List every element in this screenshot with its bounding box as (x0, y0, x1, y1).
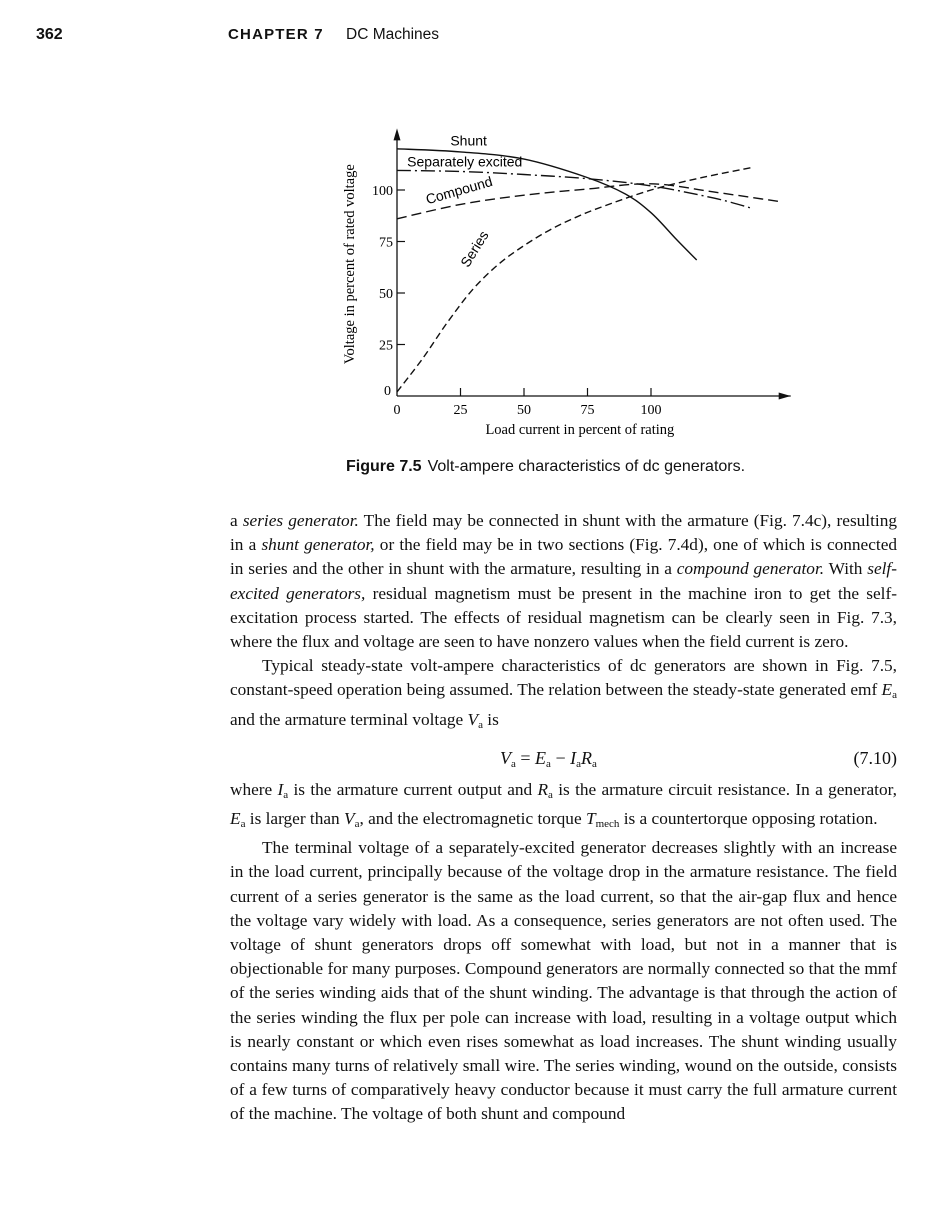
y-tick-label: 50 (379, 287, 393, 302)
subscript: a (546, 757, 551, 770)
subscript: a (354, 818, 360, 831)
y-tick-label: 100 (372, 184, 393, 199)
symbol-va: V (344, 809, 355, 829)
symbol: I (570, 747, 577, 768)
series-label-compound: Compound (423, 173, 495, 208)
y-axis-label: Voltage in percent of rated voltage (342, 164, 358, 365)
symbol-ea: E (230, 809, 241, 829)
symbol: R (580, 747, 592, 768)
equation-number: (7.10) (853, 747, 897, 768)
paragraph-4: The terminal voltage of a separately-excited generator decreases slightly with an increase in the load current, principally because of the voltage drop in the armature resistance. The field current of a series generator is the same as the load current, so that the air-gap flux and hence the voltage vary widely with load. As a consequence, series generators are not often used. The voltage of shunt generators drops off somewhat with load, but not in a manner that is objectionable for many purposes. Compound generators are normally connected so that the mmf of the series winding aids that of the shunt winding. The advantage is that through the action of the series winding the flux per pole can increase with load, resulting in a voltage output which is nearly constant or which even rises somewhat as load increases. The shunt winding usually contains many turns of relatively small wire. The series winding, wound on the outside, consists of a few turns of comparatively heavy conductor because it must carry the full armature current of the machine. The voltage of both shunt and compound (230, 838, 897, 1124)
chapter-label: CHAPTER 7 (228, 26, 324, 43)
subscript: a (478, 718, 483, 731)
subscript: a (283, 788, 289, 801)
x-tick-label: 0 (393, 403, 401, 418)
chapter-title: DC Machines (346, 26, 440, 43)
page-header (36, 26, 900, 50)
subscript: a (240, 818, 246, 831)
text-run: With (824, 559, 868, 579)
text-run: is (482, 709, 499, 729)
subscript: a (892, 689, 897, 702)
term-compound-generator: compound generator. (676, 559, 825, 579)
series-label-shunt: Shunt (450, 132, 487, 149)
y-tick-label: 25 (379, 338, 393, 354)
text-run: is larger than (245, 809, 344, 829)
x-tick-label: 50 (517, 403, 531, 418)
paragraph-3 (230, 778, 897, 836)
symbol: E (535, 747, 547, 768)
text-run: , and the electromagnetic torque (359, 809, 586, 829)
curve-series (397, 167, 753, 392)
series-label-series: Series (457, 227, 492, 270)
x-tick-label: 75 (580, 403, 595, 418)
x-axis-label: Load current in percent of rating (485, 422, 675, 438)
figure-caption (346, 458, 745, 476)
operator: − (550, 747, 571, 768)
text-run: is the armature circuit resistance. In a generator, (552, 779, 897, 799)
text-run: a (230, 511, 243, 530)
text-run: and the armature terminal voltage (230, 709, 468, 729)
equation-body (500, 746, 597, 776)
term-shunt-generator: shunt generator, (261, 535, 375, 555)
y-axis-arrowhead (394, 128, 401, 140)
page-number: 362 (36, 26, 63, 43)
symbol-ra: R (537, 779, 549, 799)
series-label-separately-excited: Separately excited (407, 153, 523, 170)
x-tick-label: 25 (453, 403, 468, 418)
y-tick-label: 75 (379, 235, 393, 251)
x-tick-label: 100 (640, 403, 662, 418)
paragraph-1 (230, 509, 897, 654)
figure-caption-label: Figure 7.5 (346, 458, 422, 475)
paragraph-2 (230, 654, 897, 737)
symbol-va: V (467, 709, 479, 729)
operator: = (515, 747, 536, 768)
term-series-generator: series generator. (242, 511, 359, 530)
symbol: V (500, 747, 511, 768)
text-run: Typical steady-state volt-ampere characteristics of dc generators are shown in Fig. 7.5, constant-speed operation being assumed. The relation between the steady-state generated emf (230, 656, 897, 700)
body-text (230, 509, 897, 1127)
text-run: The field may be connected in shunt with the armature (Fig. 7.4c), resulting in a (230, 511, 897, 555)
volt-ampere-chart (0, 70, 936, 445)
equation-7-10 (230, 740, 897, 778)
subscript: a (548, 788, 553, 801)
y-tick-label: 0 (384, 384, 391, 399)
subscript: mech (595, 818, 620, 831)
term-self-excited-generators: self-excited generators, (230, 559, 897, 603)
subscript: a (576, 757, 581, 770)
text-run: where (230, 779, 278, 799)
symbol-ia: I (277, 779, 284, 799)
text-run: or the field may be in two sections (Fig. 7.4d), one of which is connected in series and the other in shunt with the armature, resulting in a (230, 535, 898, 579)
symbol-tmech: T (585, 809, 596, 829)
x-axis-arrowhead (779, 393, 791, 400)
text-run: is a countertorque opposing rotation. (619, 809, 878, 829)
text-run: residual magnetism must be present in the machine iron to get the self-excitation process started. The effects of residual magnetism can be clearly seen in Fig. 7.3, where the flux and voltage are seen to have nonzero values when the field current is zero. (230, 583, 897, 652)
subscript: a (511, 757, 516, 770)
subscript: a (591, 757, 597, 770)
figure-caption-text: Volt-ampere characteristics of dc generators. (427, 458, 746, 475)
symbol-ea: E (881, 680, 893, 700)
text-run: is the armature current output and (288, 779, 538, 799)
